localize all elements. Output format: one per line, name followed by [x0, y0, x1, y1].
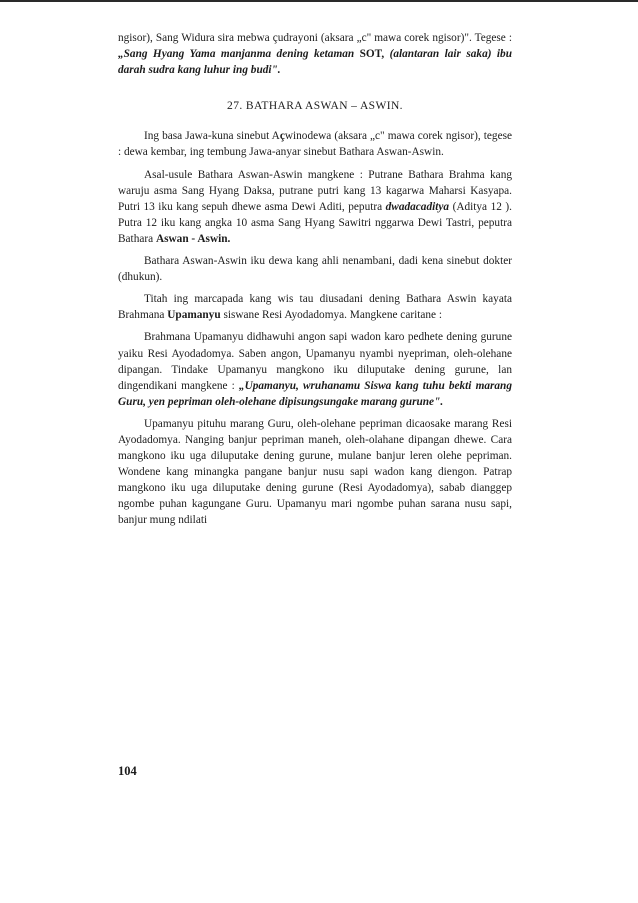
body-text: Titah ing marcapada kang wis tau diusadani dening Bathara Aswin kayata Brahmana — [118, 293, 512, 322]
body-text: Brahmana Upamanyu didhawuhi angon sapi wadon karo pedhete dening gurune yaiku Resi Ayodadomya. Saben angon, Upamanyu nyambi nyepriman, oleh-olehane dipangan. Tindake Upamanyu mangkono iku diluputake dening gurune, lan dingendikani mangkene : — [118, 331, 512, 392]
section-heading — [118, 98, 512, 114]
paragraph — [118, 416, 512, 529]
bold-text: ç — [279, 130, 285, 143]
paragraph-continuation — [118, 30, 512, 78]
paragraph — [118, 291, 512, 323]
paragraph — [118, 253, 512, 285]
paragraph — [118, 329, 512, 409]
emphasis-text: „Sang Hyang Yama manjanma dening ketaman — [118, 48, 360, 61]
body-text: Asal-usule Bathara Aswan-Aswin mangkene : Putrane Bathara Brahma kang waruju asma Sang Hyang Daksa, putrane putri kang 13 kagarwa Maharsi Kasyapa. Putri 13 iku kang sepuh dhewe asma Dewi Aditi, peputra — [118, 168, 512, 213]
page-number: 104 — [118, 764, 137, 778]
paragraph — [118, 128, 512, 160]
body-text: 27. BATHARA ASWAN – ASWIN. — [227, 100, 403, 113]
emphasis-text: (alantaran lair saka) ibu darah sudra kang luhur ing budi". — [118, 48, 512, 77]
bold-text: Upamanyu — [167, 309, 221, 322]
bold-text: SOT, — [359, 48, 390, 61]
bold-text: Aswan - Aswin. — [155, 232, 231, 245]
page-top-border — [0, 0, 638, 2]
paragraph — [118, 167, 512, 247]
body-text: Ing basa Jawa-kuna sinebut A — [144, 130, 280, 143]
body-text: ngisor), Sang Widura sira mebwa çudrayoni (aksara „c" mawa corek ngisor)". Tegese : — [118, 32, 512, 44]
body-text: (Aditya 12 ). Putra 12 iku kang angka 10 asma Sang Hyang Sawitri nggarwa Dewi Tastri, peputra Bathara — [118, 200, 512, 245]
body-text: Bathara Aswan-Aswin iku dewa kang ahli nenambani, dadi kena sinebut dokter (dhukun). — [118, 255, 512, 284]
body-text: winodewa (aksara „c" mawa corek ngisor), tegese : dewa kembar, ing tembung Jawa-anyar sinebut Bathara Aswan-Aswin. — [118, 130, 512, 159]
body-text: Upamanyu pituhu marang Guru, oleh-olehane pepriman dicaosake marang Resi Ayodadomya. Nanging banjur pepriman maneh, oleh-olahane dipangan dhewe. Cara mangkono iku uga diluputake dening gurune, mulane banjur leren olehe pepriman. Wondene kang minangka pangane banjur nusu sapi wadon kang diengon. Patrap mangkono iku uga diluputake dening gurune (Resi Ayodadomya), sabab dianggep ngombe puhan kagungane Guru. Upamanyu mari ngombe puhan sarana nusu sapi, banjur mung ndilati — [118, 417, 512, 527]
emphasis-text: dwadacaditya — [385, 200, 450, 213]
page-body — [118, 30, 512, 529]
emphasis-text: „Upamanyu, wruhanamu Siswa kang tuhu bekti marang Guru, yen pepriman oleh-olehane dipisungsungake marang gurune". — [118, 379, 512, 408]
body-text: siswane Resi Ayodadomya. Mangkene caritane : — [220, 309, 443, 322]
